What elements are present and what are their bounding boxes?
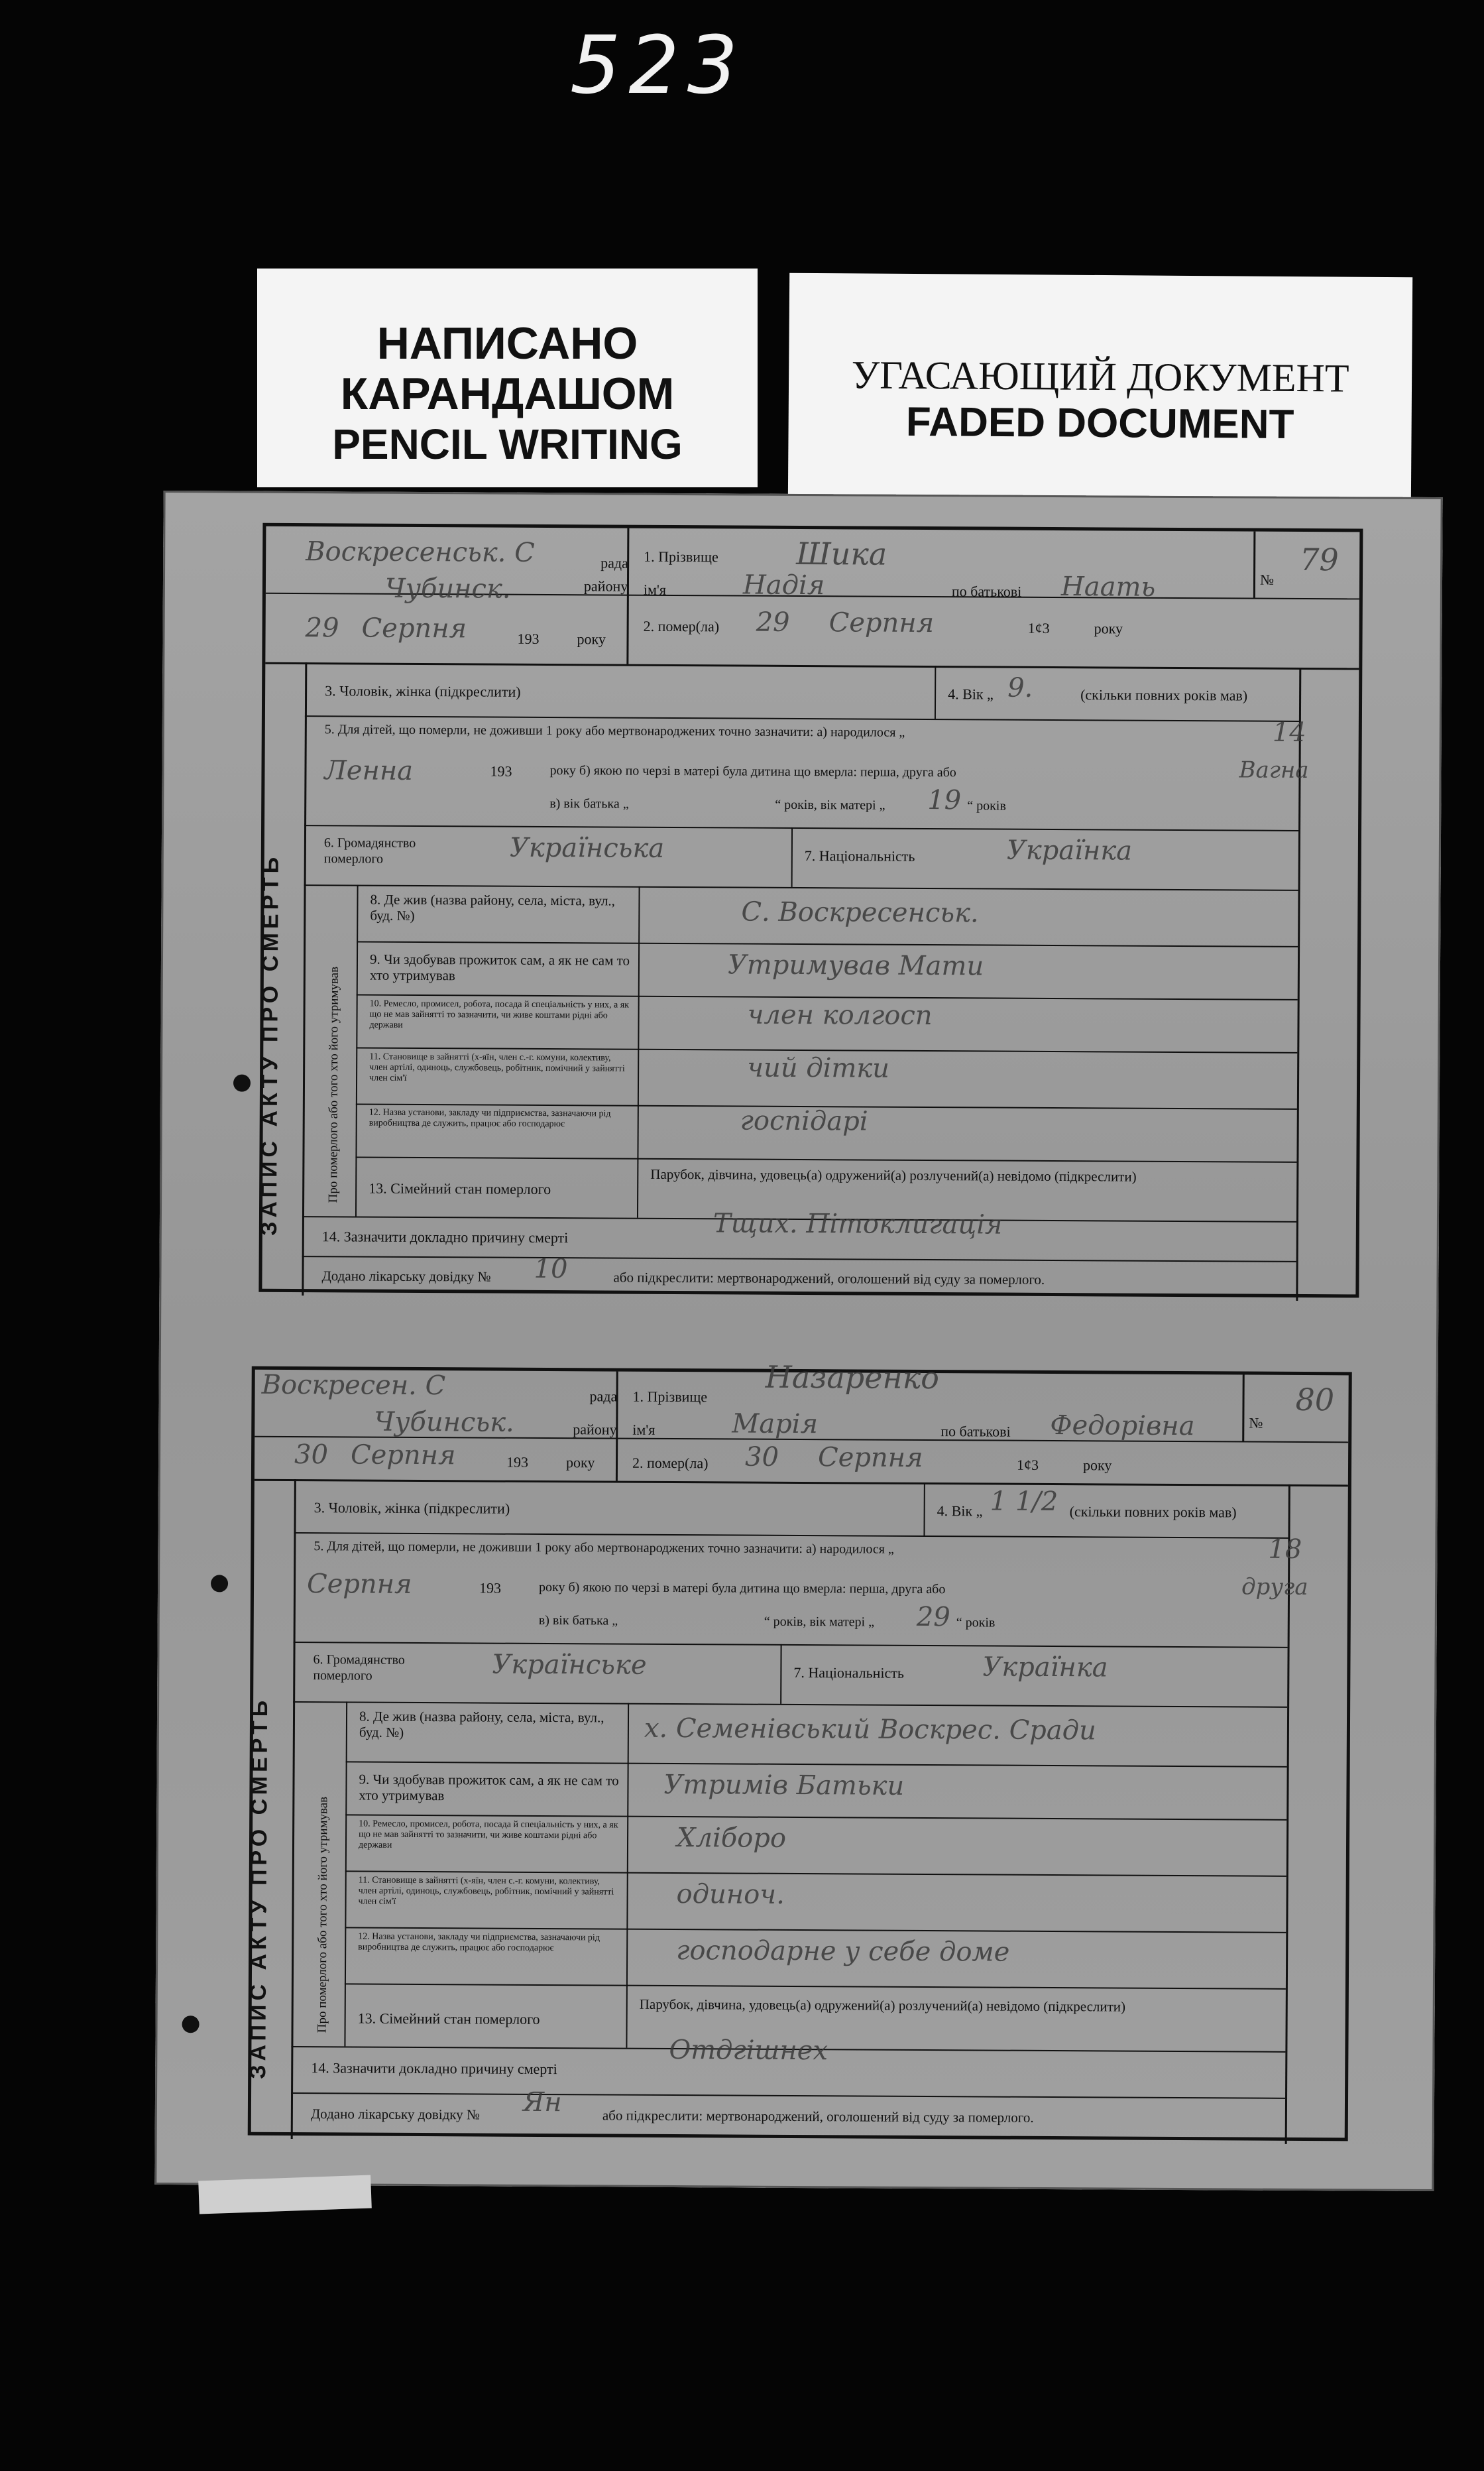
label-number: № <box>1259 571 1275 588</box>
record-side-subtitle: Про померлого або того хто його утримував <box>315 1796 331 2033</box>
label-roku: року <box>565 1454 595 1471</box>
label-child-order: року б) якою по черзі в матері була дитина що вмерла: перша, друга або <box>538 1579 946 1597</box>
label-support: 9. Чи здобував прожиток сам, а як не сам то хто утримував <box>369 951 630 984</box>
label-year-died: 1¢3 <box>1016 1456 1039 1473</box>
pencil-label-ua-1: НАПИСАНО <box>376 318 638 369</box>
label-children: 5. Для дітей, що померли, не доживши 1 року або мертвонароджених точно зазначити: а) народилося „ <box>324 722 905 740</box>
hw-day: 30 <box>294 1439 329 1471</box>
label-child-year: 193 <box>479 1579 502 1597</box>
label-rada: рада <box>600 554 628 572</box>
hw-patronymic: Наать <box>1060 572 1156 603</box>
label-age-note: (скільки повних років мав) <box>1080 686 1248 704</box>
label-cause: 14. Зазначити докладно причину смерті <box>311 2059 557 2078</box>
label-surname: 1. Прізвище <box>632 1388 708 1406</box>
hw-residence: х. Семенівський Воскрес. Сради <box>644 1713 1096 1746</box>
hw-number: 80 <box>1295 1381 1335 1418</box>
hw-district: Чубинськ. <box>374 1406 514 1438</box>
label-years: “ років <box>956 1615 996 1630</box>
hw-workplace: госпідарі <box>740 1105 868 1137</box>
hw-died-day: 29 <box>756 607 790 638</box>
hw-cause: Отдгішнех <box>669 2034 828 2067</box>
label-father-age: в) вік батька „ <box>538 1612 618 1628</box>
punch-hole <box>182 2016 200 2033</box>
label-position: 11. Становище в зайнятті (х-яїн, член с.-г. комуни, колективу, член артілі, одиноць, службовець, робітник, помічний у зайнятті член сім'ї <box>358 1875 614 1907</box>
label-certificate-note: або підкреслити: мертвонароджений, оголошений від суду за померлого. <box>613 1269 1045 1288</box>
label-nationality: 7. Національність <box>793 1663 905 1681</box>
hw-mother-age: 29 <box>916 1601 950 1633</box>
label-patronymic: по батькові <box>941 1423 1011 1440</box>
label-roku-died: року <box>1082 1457 1112 1474</box>
hw-occupation: Хліборо <box>676 1823 787 1854</box>
label-father-age: в) вік батька „ <box>549 796 629 812</box>
label-workplace: 12. Назва установи, закладу чи підприємства, зазначаючи рід виробництва де служить, працює або господарює <box>358 1931 600 1954</box>
label-surname: 1. Прізвище <box>644 548 718 566</box>
hw-certificate: Ян <box>522 2086 562 2118</box>
record-side-subtitle: Про померлого або того хто його утримував <box>326 966 341 1203</box>
faded-label-en: FADED DOCUMENT <box>905 398 1294 448</box>
label-name: ім'я <box>632 1421 656 1438</box>
label-rada: рада <box>589 1388 618 1405</box>
hw-month: Серпня <box>350 1439 456 1471</box>
hw-age: 9. <box>1007 672 1033 703</box>
faded-document-label <box>788 273 1412 507</box>
label-certificate-note: або підкреслити: мертвонароджений, оголошений від суду за померлого. <box>602 2107 1034 2126</box>
label-mother-age: “ років, вік матері „ <box>775 797 885 813</box>
label-support: 9. Чи здобував прожиток сам, а як не сам то хто утримував <box>359 1771 619 1804</box>
document-paper <box>154 491 1442 2191</box>
label-occupation: 10. Ремесло, промисел, робота, посада й спеціальність у них, а як що не мав зайнятті то зазначити, чи живе коштами рідні або держави <box>358 1819 618 1850</box>
hw-village: Воскресен. С <box>261 1369 446 1402</box>
label-roku: року <box>577 631 606 648</box>
paper-scrap <box>198 2175 372 2214</box>
label-citizenship: 6. Громадянство померлого <box>323 835 416 867</box>
label-occupation: 10. Ремесло, промисел, робота, посада й спеціальність у них, а як що не мав зайнятті то зазначити, чи живе коштами рідні або держави <box>369 998 630 1030</box>
pencil-writing-label <box>257 269 758 487</box>
hw-occupation: член колгосп <box>747 999 933 1032</box>
record-side-title: ЗАПИС АКТУ ПРО СМЕРТЬ <box>256 853 284 1236</box>
label-marital-options: Парубок, дівчина, удовець(а) одружений(а) розлучений(а) невідомо (підкреслити) <box>650 1166 1137 1185</box>
label-year: 193 <box>506 1453 529 1471</box>
label-raionu: району <box>573 1421 617 1438</box>
label-citizenship: 6. Громадянство померлого <box>313 1652 405 1683</box>
hw-day: 29 <box>305 613 339 644</box>
label-roku-died: року <box>1094 620 1123 637</box>
label-certificate: Додано лікарську довідку № <box>321 1268 491 1285</box>
hw-age: 1 1/2 <box>990 1486 1058 1518</box>
label-years: “ років <box>967 798 1006 814</box>
label-children: 5. Для дітей, що померли, не доживши 1 року або мертвонароджених точно зазначити: а) народилося „ <box>314 1539 894 1557</box>
label-certificate: Додано лікарську довідку № <box>310 2106 481 2123</box>
label-died: 2. помер(ла) <box>643 617 720 635</box>
pencil-label-ua-2: КАРАНДАШОМ <box>340 369 675 419</box>
hw-citizenship: Українська <box>509 832 665 864</box>
label-age: 4. Вік „ <box>937 1502 983 1520</box>
hw-support: Утримував Мати <box>727 949 984 982</box>
label-age-note: (скільки повних років мав) <box>1069 1503 1237 1521</box>
record-side-title: ЗАПИС АКТУ ПРО СМЕРТЬ <box>245 1696 273 2079</box>
hw-citizenship: Українське <box>492 1649 647 1681</box>
label-nationality: 7. Національність <box>804 847 915 865</box>
label-age: 4. Вік „ <box>948 686 994 703</box>
label-marital-options: Парубок, дівчина, удовець(а) одружений(а) розлучений(а) невідомо (підкреслити) <box>639 1996 1126 2015</box>
label-cause: 14. Зазначити докладно причину смерті <box>321 1228 569 1246</box>
label-mother-age: “ років, вік матері „ <box>764 1614 875 1630</box>
pencil-label-en: PENCIL WRITING <box>332 420 683 468</box>
hw-born-month: Серпня <box>306 1569 412 1600</box>
faded-label-ua: УГАСАЮЩИЙ ДОКУМЕНТ <box>851 353 1349 400</box>
hw-nationality: Українка <box>1006 835 1133 867</box>
hw-district: Чубинск. <box>384 573 511 605</box>
label-residence: 8. Де жив (назва району, села, міста, вул., буд. №) <box>359 1708 604 1740</box>
label-sex: 3. Чоловік, жінка (підкреслити) <box>314 1499 510 1517</box>
hw-died-month: Серпня <box>828 607 935 639</box>
hw-born-day: 14 <box>1272 717 1306 748</box>
hw-died-month: Серпня <box>817 1442 923 1473</box>
label-marital: 13. Сімейний стан померлого <box>357 2010 540 2027</box>
label-name: ім'я <box>643 581 667 598</box>
hw-born-month: Ленна <box>324 755 414 786</box>
label-year-died: 1¢3 <box>1027 619 1050 636</box>
hw-died-day: 30 <box>744 1441 779 1473</box>
hw-number: 79 <box>1300 541 1339 578</box>
hw-residence: С. Воскресенськ. <box>741 896 979 929</box>
label-sex: 3. Чоловік, жінка (підкреслити) <box>325 682 521 700</box>
hw-patronymic: Федорівна <box>1050 1410 1195 1442</box>
hw-name: Марія <box>732 1408 819 1440</box>
hw-cause: Тщих. Пітоклигація <box>713 1208 1003 1240</box>
hw-support: Утримів Батьки <box>663 1769 905 1801</box>
death-record-1 <box>258 523 1363 1298</box>
hw-nationality: Українка <box>982 1652 1108 1683</box>
label-died: 2. помер(ла) <box>632 1454 709 1472</box>
hw-certificate: 10 <box>534 1253 568 1285</box>
hw-order: друга <box>1241 1573 1308 1601</box>
label-year: 193 <box>517 630 540 647</box>
label-number: № <box>1249 1414 1263 1431</box>
hw-surname: Назаренко <box>765 1358 940 1396</box>
frame-number: 523 <box>570 20 746 112</box>
hw-mother-age: 19 <box>927 785 962 816</box>
hw-month: Серпня <box>361 613 467 644</box>
hw-born-day: 18 <box>1268 1534 1302 1565</box>
label-residence: 8. Де жив (назва району, села, міста, вул., буд. №) <box>370 891 616 924</box>
death-record-2 <box>245 1358 1352 2141</box>
hw-workplace: господарне у себе доме <box>676 1935 1010 1968</box>
hw-order: Вагна <box>1239 756 1309 784</box>
hw-village: Воскресенськ. С <box>306 536 535 568</box>
punch-hole <box>233 1075 251 1092</box>
hw-position: чий дітки <box>747 1052 890 1084</box>
label-child-year: 193 <box>490 762 512 780</box>
label-workplace: 12. Назва установи, закладу чи підприємства, зазначаючи рід виробництва де служить, працює або господарює <box>369 1107 611 1130</box>
hw-surname: Шика <box>796 535 887 572</box>
punch-hole <box>211 1575 228 1592</box>
label-child-order: року б) якою по черзі в матері була дитина що вмерла: перша, друга або <box>549 763 956 780</box>
label-patronymic: по батькові <box>951 583 1022 600</box>
label-raionu: району <box>583 577 628 595</box>
hw-name: Надія <box>742 570 825 601</box>
label-position: 11. Становище в зайнятті (х-яїн, член с.-г. комуни, колективу, член артілі, одиноць, службовець, робітник, помічний у зайнятті член сім'ї <box>369 1052 625 1083</box>
hw-position: одиноч. <box>676 1879 785 1910</box>
label-marital: 13. Сімейний стан померлого <box>369 1179 551 1198</box>
